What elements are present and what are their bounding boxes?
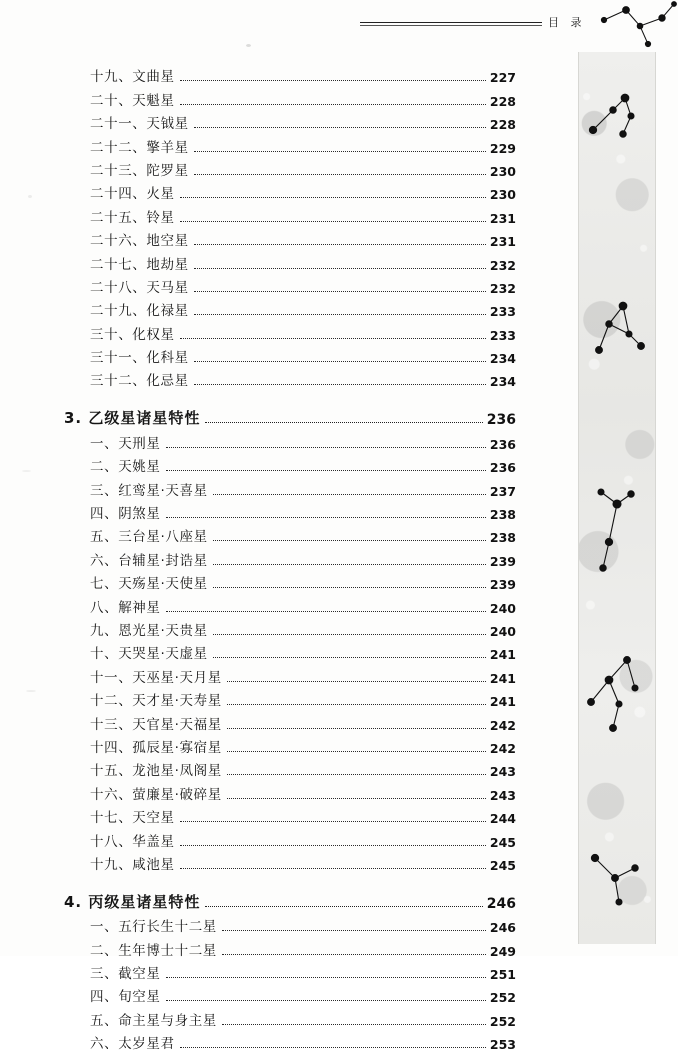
toc-entry-label: 三、截空星: [90, 966, 161, 983]
toc-page-number: 239: [489, 577, 516, 593]
toc-entry-label: 二十一、天钺星: [90, 116, 189, 133]
toc-leader-dots: [194, 151, 486, 152]
toc-page-number: 234: [489, 351, 516, 367]
constellation-strip-icon: [578, 52, 656, 944]
toc-entry-label: 二十、天魁星: [90, 92, 175, 109]
toc-leader-dots: [205, 906, 482, 907]
toc-entry-label: 二十四、火星: [90, 186, 175, 203]
toc-leader-dots: [180, 1047, 486, 1048]
toc-page-number: 229: [489, 140, 516, 156]
toc-leader-dots: [166, 447, 486, 448]
toc-entry-label: 二十八、天马星: [90, 279, 189, 296]
toc-entry-row[interactable]: [64, 733, 516, 756]
toc-entry-label: 五、命主星与身主星: [90, 1012, 217, 1029]
toc-entry-row[interactable]: [64, 475, 516, 498]
toc-leader-dots: [213, 564, 486, 565]
toc-entry-row[interactable]: [64, 366, 516, 389]
toc-entry-label: 十八、华盖星: [90, 833, 175, 850]
toc-leader-dots: [180, 821, 486, 822]
toc-entry-row[interactable]: [64, 803, 516, 826]
toc-entry-row[interactable]: [64, 592, 516, 615]
toc-page-number: 243: [489, 787, 516, 803]
toc-entry-label: 3. 乙级星诸星特性: [64, 409, 201, 428]
toc-leader-dots: [166, 611, 486, 612]
toc-entry-row[interactable]: [64, 319, 516, 342]
toc-page-number: 253: [489, 1037, 516, 1052]
toc-leader-dots: [213, 540, 486, 541]
toc-entry-row[interactable]: [64, 756, 516, 779]
toc-page-number: 231: [489, 210, 516, 226]
toc-page-number: 230: [489, 187, 516, 203]
toc-leader-dots: [227, 774, 486, 775]
toc-page-number: 237: [489, 483, 516, 499]
toc-page-number: 240: [489, 623, 516, 639]
toc-entry-label: 十一、天巫星·天月星: [90, 669, 222, 686]
toc-entry-label: 十三、天官星·天福星: [90, 716, 222, 733]
toc-leader-dots: [194, 268, 486, 269]
toc-page-number: 227: [489, 70, 516, 86]
toc-entry-label: 二十二、擎羊星: [90, 139, 189, 156]
toc-page-number: 236: [489, 436, 516, 452]
toc-leader-dots: [227, 728, 486, 729]
toc-page-number: 252: [489, 1013, 516, 1029]
toc-entry-row[interactable]: [64, 982, 516, 1005]
toc-page-number: 252: [489, 990, 516, 1006]
toc-entry-label: 十四、孤辰星·寡宿星: [90, 739, 222, 756]
toc-page-number: 231: [489, 234, 516, 250]
toc-entry-row[interactable]: [64, 452, 516, 475]
toc-leader-dots: [194, 127, 486, 128]
header-rule-icon: [360, 22, 542, 23]
toc-leader-dots: [222, 930, 486, 931]
toc-entry-label: 十五、龙池星·凤阁星: [90, 763, 222, 780]
scan-speck: [28, 195, 32, 198]
toc-page-number: 245: [489, 857, 516, 873]
toc-page-number: 246: [489, 920, 516, 936]
toc-entry-row[interactable]: [64, 249, 516, 272]
toc-entry-row[interactable]: [64, 935, 516, 958]
toc-entry-label: 六、太岁星君: [90, 1036, 175, 1052]
toc-leader-dots: [213, 587, 486, 588]
toc-entry-label: 七、天殇星·天使星: [90, 576, 208, 593]
toc-entry-label: 十七、天空星: [90, 810, 175, 827]
toc-entry-label: 二、生年博士十二星: [90, 942, 217, 959]
toc-page-number: 245: [489, 834, 516, 850]
toc-page-number: 240: [489, 600, 516, 616]
toc-entry-label: 四、旬空星: [90, 989, 161, 1006]
toc-page-number: 242: [489, 717, 516, 733]
toc-leader-dots: [180, 197, 486, 198]
toc-leader-dots: [205, 422, 482, 423]
toc-leader-dots: [227, 798, 486, 799]
toc-leader-dots: [180, 868, 486, 869]
toc-entry-label: 一、天刑星: [90, 435, 161, 452]
toc-page-number: 233: [489, 327, 516, 343]
toc-entry-row[interactable]: [64, 226, 516, 249]
toc-entry-row[interactable]: [64, 179, 516, 202]
toc-entry-label: 十二、天才星·天寿星: [90, 693, 222, 710]
toc-entry-row[interactable]: [64, 132, 516, 155]
toc-entry-label: 八、解神星: [90, 599, 161, 616]
toc-entry-row[interactable]: [64, 202, 516, 225]
header-rule-secondary-icon: [360, 25, 542, 26]
toc-entry-label: 二、天姚星: [90, 459, 161, 476]
toc-entry-row[interactable]: [64, 959, 516, 982]
toc-entry-row[interactable]: [64, 428, 516, 451]
toc-entry-label: 十六、萤廉星·破碎星: [90, 786, 222, 803]
toc-page-number: 234: [489, 374, 516, 390]
toc-leader-dots: [194, 291, 486, 292]
toc-entry-row[interactable]: [64, 62, 516, 85]
toc-entry-row[interactable]: [64, 343, 516, 366]
toc-leader-dots: [166, 470, 486, 471]
toc-leader-dots: [166, 977, 486, 978]
toc-entry-label: 十九、文曲星: [90, 69, 175, 86]
toc-entry-row[interactable]: [64, 686, 516, 709]
toc-page-number: 246: [486, 895, 516, 912]
toc-entry-label: 九、恩光星·天贵星: [90, 622, 208, 639]
page-header: [0, 0, 678, 48]
toc-entry-label: 五、三台星·八座星: [90, 529, 208, 546]
toc-entry-row[interactable]: [64, 273, 516, 296]
toc-entry-row[interactable]: [64, 912, 516, 935]
toc-entry-label: 十九、咸池星: [90, 856, 175, 873]
toc-entry-row[interactable]: [64, 850, 516, 873]
toc-page-number: 228: [489, 93, 516, 109]
toc-entry-row[interactable]: [64, 616, 516, 639]
toc-page-number: 249: [489, 943, 516, 959]
toc-leader-dots: [194, 314, 486, 315]
toc-leader-dots: [227, 704, 486, 705]
toc-section-row[interactable]: [64, 398, 516, 428]
toc-page-number: 228: [489, 117, 516, 133]
toc-entry-row[interactable]: [64, 779, 516, 802]
toc-entry-row[interactable]: [64, 826, 516, 849]
toc-leader-dots: [180, 104, 486, 105]
toc-page-number: 241: [489, 647, 516, 663]
toc-leader-dots: [194, 361, 486, 362]
toc-page-number: 239: [489, 553, 516, 569]
page-title: 目 录: [548, 16, 586, 29]
toc-entry-row[interactable]: [64, 109, 516, 132]
toc-entry-row[interactable]: [64, 156, 516, 179]
toc-page-number: 233: [489, 304, 516, 320]
toc-page-number: 232: [489, 280, 516, 296]
toc-page-number: 236: [489, 460, 516, 476]
toc-entry-label: 十、天哭星·天虚星: [90, 646, 208, 663]
toc-leader-dots: [166, 517, 486, 518]
toc-page-number: 232: [489, 257, 516, 273]
toc-page-number: 238: [489, 530, 516, 546]
constellation-deco-icon: [600, 0, 678, 48]
toc-entry-label: 4. 丙级星诸星特性: [64, 892, 201, 911]
toc-entry-label: 二十六、地空星: [90, 233, 189, 250]
toc-leader-dots: [180, 338, 486, 339]
toc-page-number: 236: [486, 412, 516, 429]
toc-entry-label: 六、台辅星·封诰星: [90, 552, 208, 569]
toc-entry-label: 二十七、地劫星: [90, 256, 189, 273]
toc-page-number: 230: [489, 163, 516, 179]
scan-speck: [246, 44, 251, 47]
toc-leader-dots: [222, 954, 486, 955]
toc-entry-label: 一、五行长生十二星: [90, 919, 217, 936]
toc-entry-label: 二十五、铃星: [90, 209, 175, 226]
toc-page-number: 241: [489, 670, 516, 686]
toc-entry-row[interactable]: [64, 296, 516, 319]
toc-entry-row[interactable]: [64, 639, 516, 662]
toc-leader-dots: [227, 681, 486, 682]
toc-leader-dots: [180, 80, 486, 81]
toc-leader-dots: [194, 384, 486, 385]
toc-entry-label: 三十、化权星: [90, 326, 175, 343]
toc-section-row[interactable]: [64, 882, 516, 912]
scan-speck: [26, 690, 36, 692]
toc-leader-dots: [194, 174, 486, 175]
toc-entry-row[interactable]: [64, 1029, 516, 1052]
toc-page-number: 241: [489, 694, 516, 710]
toc-entry-row[interactable]: [64, 522, 516, 545]
toc-leader-dots: [213, 494, 486, 495]
toc-entry-row[interactable]: [64, 499, 516, 522]
toc-entry-label: 二十三、陀罗星: [90, 162, 189, 179]
toc-page-number: 238: [489, 507, 516, 523]
toc-entry-label: 二十九、化禄星: [90, 303, 189, 320]
toc-entry-row[interactable]: [64, 85, 516, 108]
toc-entry-row[interactable]: [64, 569, 516, 592]
toc-entry-row[interactable]: [64, 662, 516, 685]
toc-page-number: 243: [489, 764, 516, 780]
scan-speck: [22, 470, 31, 472]
toc-leader-dots: [194, 244, 486, 245]
toc-leader-dots: [222, 1024, 486, 1025]
toc-entry-row[interactable]: [64, 1005, 516, 1028]
toc-leader-dots: [180, 845, 486, 846]
toc-entry-label: 四、阴煞星: [90, 506, 161, 523]
table-of-contents: [64, 62, 516, 1052]
toc-entry-label: 三、红鸾星·天喜星: [90, 482, 208, 499]
toc-leader-dots: [213, 657, 486, 658]
toc-leader-dots: [166, 1000, 486, 1001]
toc-page-number: 244: [489, 811, 516, 827]
toc-entry-label: 三十一、化科星: [90, 350, 189, 367]
toc-entry-row[interactable]: [64, 709, 516, 732]
toc-entry-row[interactable]: [64, 545, 516, 568]
toc-entry-label: 三十二、化忌星: [90, 373, 189, 390]
toc-leader-dots: [180, 221, 486, 222]
toc-page-number: 251: [489, 967, 516, 983]
toc-leader-dots: [213, 634, 486, 635]
toc-page-number: 242: [489, 740, 516, 756]
toc-leader-dots: [227, 751, 486, 752]
